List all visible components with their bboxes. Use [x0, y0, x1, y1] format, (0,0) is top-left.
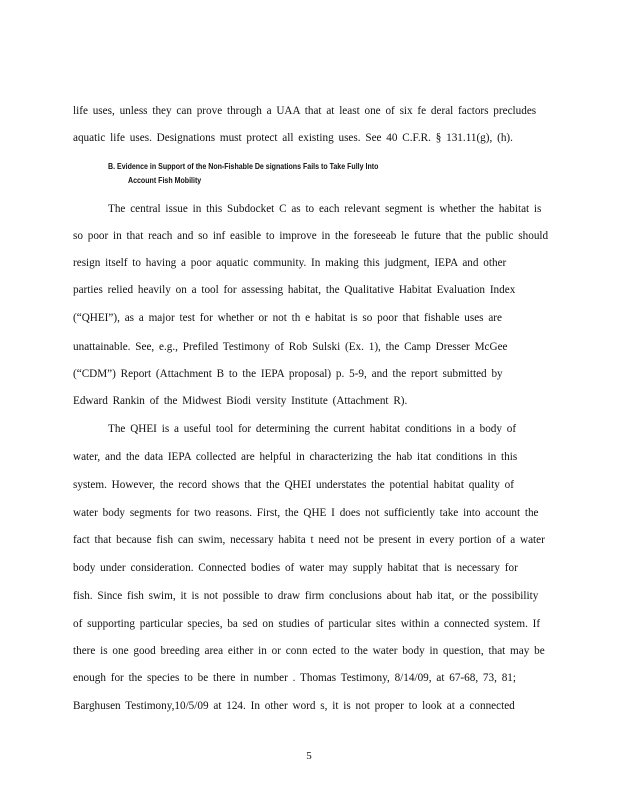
section-heading: B. Evidence in Support of the Non-Fishable De signations Fails to Take Fully Into	[108, 161, 379, 171]
body-line: parties relied heavily on a tool for assessing habitat, the Qualitative Habitat Evaluation Index	[73, 284, 516, 296]
body-line: system. However, the record shows that the QHEI understates the potential habitat quality of	[73, 479, 514, 491]
body-line: unattainable. See, e.g., Prefiled Testimony of Rob Sulski (Ex. 1), the Camp Dresser McGee	[73, 341, 508, 353]
body-line: water body segments for two reasons. First, the QHE I does not sufficiently take into account the	[73, 507, 539, 519]
body-line: of supporting particular species, ba sed on studies of particular sites within a connected system. If	[73, 618, 541, 630]
body-line: The QHEI is a useful tool for determining the current habitat conditions in a body of	[108, 423, 517, 435]
body-line: (“CDM”) Report (Attachment B to the IEPA proposal) p. 5-9, and the report submitted by	[73, 368, 503, 380]
body-line: there is one good breeding area either in or conn ected to the water body in question, that may be	[73, 645, 545, 657]
page-number: 5	[306, 750, 312, 762]
body-line: The central issue in this Subdocket C as to each relevant segment is whether the habitat is	[108, 203, 542, 215]
body-line: fact that because fish can swim, necessary habita t need not be present in every portion of a water	[73, 534, 545, 546]
body-line: aquatic life uses. Designations must protect all existing uses. See 40 C.F.R. § 131.11(g), (h).	[73, 132, 513, 144]
body-line: Edward Rankin of the Midwest Biodi versity Institute (Attachment R).	[73, 395, 408, 407]
body-line: fish. Since fish swim, it is not possible to draw firm conclusions about hab itat, or the possibility	[73, 590, 539, 602]
body-line: (“QHEI”), as a major test for whether or not th e habitat is so poor that fishable uses are	[73, 312, 502, 324]
body-line: body under consideration. Connected bodies of water may supply habitat that is necessary for	[73, 562, 518, 574]
body-line: water, and the data IEPA collected are helpful in characterizing the hab itat conditions in this	[73, 451, 518, 463]
body-line: resign itself to having a poor aquatic community. In making this judgment, IEPA and other	[73, 257, 507, 269]
body-line: so poor in that reach and so inf easible to improve in the foreseeab le future that the public should	[73, 230, 549, 242]
section-heading-continued: Account Fish Mobility	[128, 175, 202, 185]
body-line: life uses, unless they can prove through a UAA that at least one of six fe deral factors precludes	[73, 105, 537, 117]
body-line: Barghusen Testimony,10/5/09 at 124. In other word s, it is not proper to look at a connected	[73, 700, 515, 712]
body-line: enough for the species to be there in number . Thomas Testimony, 8/14/09, at 67-68, 73, 81;	[73, 672, 517, 684]
